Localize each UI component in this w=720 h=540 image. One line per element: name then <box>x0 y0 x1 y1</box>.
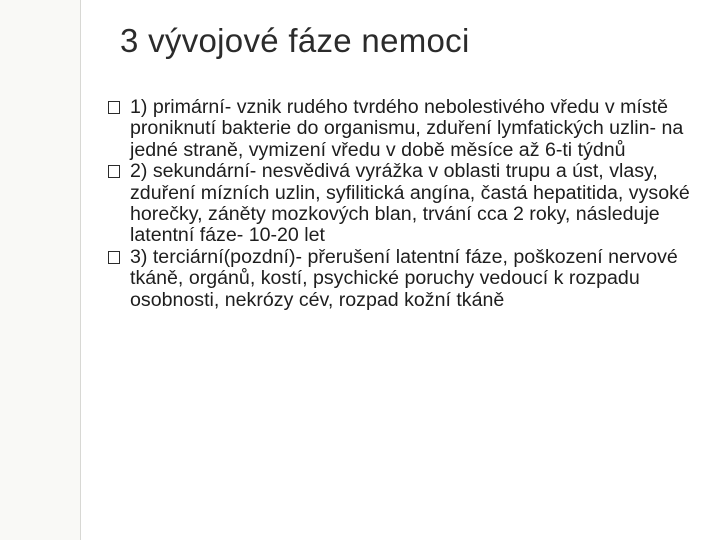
bullet-secondary-phase <box>108 161 698 247</box>
left-decorative-band <box>0 0 80 540</box>
bullet-text: 2) sekundární- nesvědivá vyrážka v oblasti trupu a úst, vlasy, zduření mízních uzlin, syfilitická angína, častá hepatitida, vysoké horečky, záněty mozkových blan, trvání cca 2 roky, následuje latentní fáze- 10-20 let <box>130 160 690 247</box>
bullet-primary-phase <box>108 97 698 161</box>
square-bullet-icon <box>108 101 120 114</box>
slide-title: 3 vývojové fáze nemoci <box>120 22 470 59</box>
bullet-list <box>108 97 698 311</box>
square-bullet-icon <box>108 251 120 264</box>
bullet-text: 1) primární- vznik rudého tvrdého nebolestivého vředu v místě proniknutí bakterie do organismu, zduření lymfatických uzlin- na jedné straně, vymizení vředu v době měsíce až 6-ti týdnů <box>130 96 684 161</box>
square-bullet-icon <box>108 165 120 178</box>
bullet-tertiary-phase <box>108 247 698 311</box>
bullet-text: 3) terciární(pozdní)- přerušení latentní fáze, poškození nervové tkáně, orgánů, kostí, psychické poruchy vedoucí k rozpadu osobnosti, nekrózy cév, rozpad kožní tkáně <box>130 245 678 311</box>
left-divider-line <box>80 0 81 540</box>
